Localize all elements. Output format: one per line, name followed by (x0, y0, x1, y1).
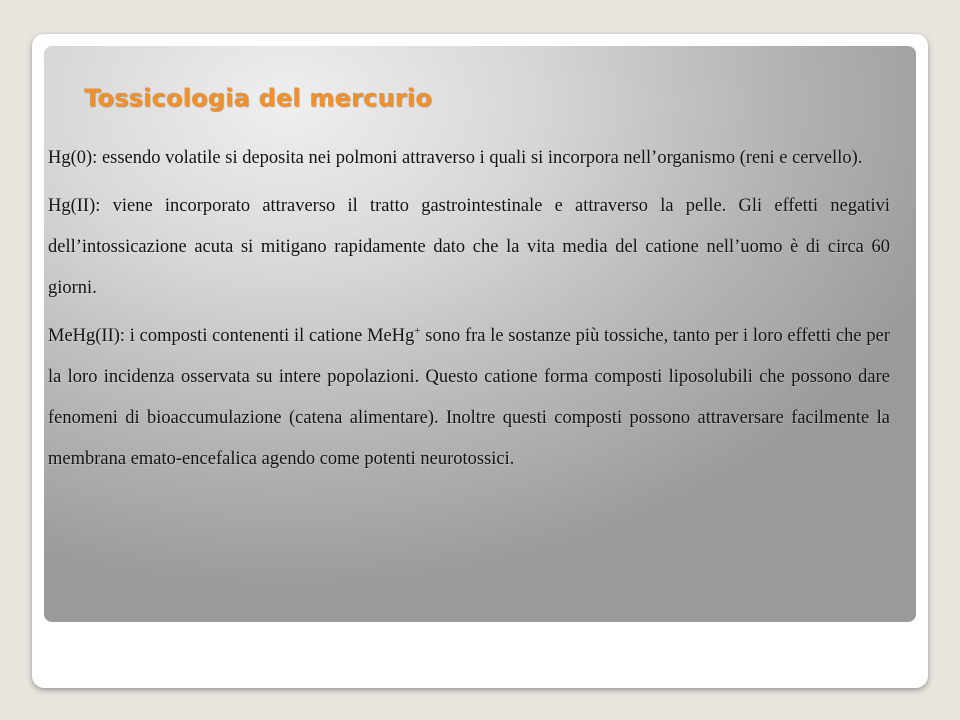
slide-content-panel (44, 46, 916, 622)
paragraph-hg2: Hg(II): viene incorporato attraverso il tratto gastrointestinale e attraverso la pelle. Gli effetti negativi dell’intossicazione acuta si mitigano rapidamente dato che la vita media del catione nell’uomo è di circa 60 giorni. (48, 196, 890, 298)
slide-title: Tossicologia del mercurio (84, 84, 432, 112)
paragraph-mehg-part2: sono fra le sostanze più tossiche, tanto per i loro effetti che per la loro incidenza osservata su intere popolazioni. Questo catione forma composti liposolubili che possono dare fenomeni di bioaccumulazione (catena alimentare). Inoltre questi composti possono attraversare facilmente la membrana emato-encefalica agendo come potenti neurotossici. (48, 326, 890, 469)
cation-charge-superscript: + (414, 324, 421, 337)
slide-body (48, 138, 890, 487)
paragraph-mehg (48, 316, 890, 480)
paragraph-hg0: Hg(0): essendo volatile si deposita nei polmoni attraverso i quali si incorpora nell’organismo (reni e cervello). (48, 148, 863, 168)
paragraph-mehg-part1: MeHg(II): i composti contenenti il catione MeHg (48, 326, 415, 346)
